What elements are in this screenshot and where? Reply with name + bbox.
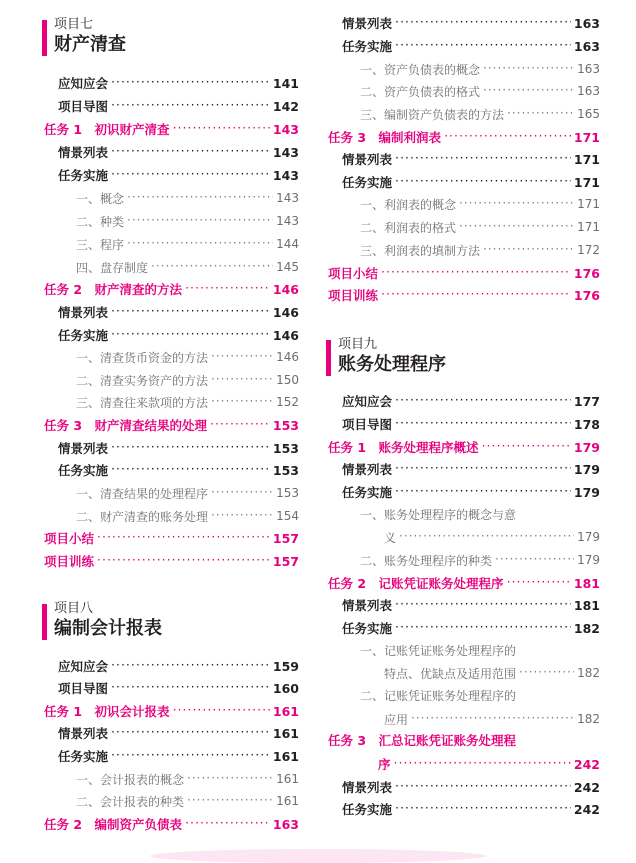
page-number: 242 — [573, 801, 600, 817]
page-number: 143 — [272, 144, 299, 160]
page-number: 153 — [272, 440, 299, 456]
project-number: 项目八 — [54, 601, 94, 616]
page-number: 242 — [573, 779, 600, 795]
leader-dots — [381, 284, 571, 306]
toc-entry[interactable]: 任务实施 ····· 161 — [58, 745, 299, 767]
page-number: 146 — [272, 281, 299, 297]
toc-section-entry[interactable]: 二、资产负债表的格式 ····· 163 — [360, 80, 600, 102]
page-number: 171 — [573, 151, 600, 167]
toc-entry[interactable]: 情景列表 ····· 171 — [342, 148, 600, 170]
page-number: 145 — [276, 260, 299, 274]
toc-entry[interactable]: 情景列表 ····· 179 — [342, 458, 600, 480]
leader-dots — [111, 677, 270, 699]
toc-section-entry[interactable]: 二、种类 ····· 143 — [76, 210, 299, 232]
toc-section-entry-line2[interactable]: 特点、优缺点及适用范围 ····· 182 — [384, 662, 600, 684]
page-number: 161 — [276, 794, 299, 808]
leader-dots — [395, 776, 571, 798]
leader-dots — [185, 278, 270, 300]
heading-accent-bar — [326, 340, 331, 376]
leader-dots — [211, 369, 273, 391]
leader-dots — [483, 80, 574, 102]
leader-dots — [187, 790, 273, 812]
toc-entry[interactable]: 情景列表 ····· 161 — [58, 722, 299, 744]
page-number: 163 — [577, 62, 600, 76]
toc-entry[interactable]: 任务实施 ····· 146 — [58, 324, 299, 346]
toc-section-entry[interactable]: 三、程序 ····· 144 — [76, 233, 299, 255]
toc-entry[interactable]: 情景列表 ····· 181 — [342, 594, 600, 616]
leader-dots — [459, 216, 574, 238]
toc-entry[interactable]: 情景列表 ····· 146 — [58, 301, 299, 323]
toc-entry[interactable]: 应知应会 ····· 159 — [58, 655, 299, 677]
toc-entry[interactable]: 任务实施 ····· 153 — [58, 459, 299, 481]
leader-dots — [495, 549, 574, 571]
page-number: 171 — [577, 220, 600, 234]
toc-section-entry[interactable]: 一、概念 ····· 143 — [76, 187, 299, 209]
page-number: 161 — [272, 703, 299, 719]
toc-task-entry-line1[interactable]: 任务 3 汇总记账凭证账务处理程 — [328, 733, 517, 748]
page-number: 177 — [573, 393, 600, 409]
toc-section-entry[interactable]: 二、会计报表的种类 ····· 161 — [76, 790, 299, 812]
leader-dots — [395, 481, 571, 503]
page-number: 242 — [573, 756, 600, 772]
toc-entry[interactable]: 项目导图 ····· 142 — [58, 95, 299, 117]
leader-dots — [395, 148, 571, 170]
page-number: 182 — [573, 620, 600, 636]
page-number: 143 — [272, 167, 299, 183]
page-number: 153 — [272, 462, 299, 478]
leader-dots — [111, 459, 270, 481]
leader-dots — [97, 527, 270, 549]
toc-entry[interactable]: 项目导图 ····· 178 — [342, 413, 600, 435]
page-number: 182 — [577, 712, 600, 726]
page-number: 163 — [573, 15, 600, 31]
page-number: 182 — [577, 666, 600, 680]
leader-dots — [185, 813, 270, 835]
page-number: 181 — [573, 575, 600, 591]
toc-entry[interactable]: 应知应会 ····· 177 — [342, 390, 600, 412]
page-number: 157 — [272, 553, 299, 569]
toc-task-entry[interactable]: 任务 1 账务处理程序概述 ····· 179 — [328, 436, 600, 458]
toc-section-entry[interactable]: 三、编制资产负债表的方法 ····· 165 — [360, 103, 600, 125]
page-number: 179 — [577, 553, 600, 567]
heading-accent-bar — [42, 604, 47, 640]
toc-section-entry-line2[interactable]: 义 ····· 179 — [384, 526, 600, 548]
leader-dots — [127, 210, 273, 232]
page-number: 178 — [573, 416, 600, 432]
leader-dots — [111, 324, 270, 346]
page-number: 171 — [573, 129, 600, 145]
page-number: 179 — [573, 461, 600, 477]
leader-dots — [394, 753, 571, 775]
leader-dots — [395, 390, 571, 412]
heading-accent-bar — [42, 20, 47, 56]
toc-task-entry[interactable]: 任务 2 记账凭证账务处理程序 ····· 181 — [328, 572, 600, 594]
leader-dots — [444, 126, 571, 148]
toc-entry[interactable]: 项目导图 ····· 160 — [58, 677, 299, 699]
leader-dots — [111, 72, 270, 94]
toc-entry[interactable]: 任务实施 ····· 179 — [342, 481, 600, 503]
leader-dots — [395, 171, 571, 193]
leader-dots — [399, 526, 574, 548]
project-number: 项目九 — [338, 337, 378, 352]
page-number: 171 — [573, 174, 600, 190]
toc-entry[interactable]: 应知应会 ····· 141 — [58, 72, 299, 94]
toc-section-entry[interactable]: 一、会计报表的概念 ····· 161 — [76, 768, 299, 790]
toc-entry[interactable]: 情景列表 ····· 242 — [342, 776, 600, 798]
leader-dots — [173, 118, 270, 140]
leader-dots — [111, 722, 270, 744]
leader-dots — [210, 414, 270, 436]
leader-dots — [395, 594, 571, 616]
page-number: 160 — [272, 680, 299, 696]
toc-section-entry[interactable]: 三、利润表的填制方法 ····· 172 — [360, 239, 600, 261]
leader-dots — [411, 708, 574, 730]
leader-dots — [483, 239, 574, 261]
leader-dots — [395, 798, 571, 820]
toc-section-entry[interactable]: 一、利润表的概念 ····· 171 — [360, 193, 600, 215]
leader-dots — [395, 35, 571, 57]
page-number: 142 — [272, 98, 299, 114]
toc-task-entry[interactable]: 任务 3 财产清查结果的处理 ····· 153 — [44, 414, 299, 436]
leader-dots — [187, 768, 273, 790]
leader-dots — [127, 233, 273, 255]
page-number: 163 — [577, 84, 600, 98]
leader-dots — [151, 256, 273, 278]
toc-entry[interactable]: 任务实施 ····· 182 — [342, 617, 600, 639]
toc-entry[interactable]: 情景列表 ····· 163 — [342, 12, 600, 34]
toc-section-entry[interactable]: 二、清查实务资产的方法 ····· 150 — [76, 369, 299, 391]
page-number: 146 — [272, 304, 299, 320]
leader-dots — [395, 413, 571, 435]
leader-dots — [507, 103, 574, 125]
toc-section-entry-line2[interactable]: 应用 ····· 182 — [384, 708, 600, 730]
project-title: 财产清查 — [54, 34, 126, 55]
toc-entry[interactable]: 情景列表 ····· 143 — [58, 141, 299, 163]
page-number: 154 — [276, 509, 299, 523]
leader-dots — [111, 301, 270, 323]
leader-dots — [211, 505, 273, 527]
toc-summary-entry[interactable]: 项目小结 ····· 176 — [328, 262, 600, 284]
leader-dots — [111, 745, 270, 767]
page-number: 143 — [276, 191, 299, 205]
leader-dots — [395, 458, 571, 480]
page-number: 171 — [577, 197, 600, 211]
toc-section-entry[interactable]: 二、财产清查的账务处理 ····· 154 — [76, 505, 299, 527]
leader-dots — [173, 700, 270, 722]
page-number: 181 — [573, 597, 600, 613]
leader-dots — [111, 95, 270, 117]
decorative-swash — [150, 849, 486, 863]
toc-section-entry[interactable]: 三、清查往来款项的方法 ····· 152 — [76, 391, 299, 413]
toc-section-entry[interactable]: 四、盘存制度 ····· 145 — [76, 256, 299, 278]
page-number: 159 — [272, 658, 299, 674]
leader-dots — [111, 164, 270, 186]
leader-dots — [519, 662, 574, 684]
page-number: 163 — [272, 816, 299, 832]
toc-training-entry[interactable]: 项目训练 ····· 157 — [44, 550, 299, 572]
page-number: 153 — [272, 417, 299, 433]
page-number: 165 — [577, 107, 600, 121]
toc-section-entry[interactable]: 一、清查结果的处理程序 ····· 153 — [76, 482, 299, 504]
page-number: 146 — [272, 327, 299, 343]
leader-dots — [211, 346, 273, 368]
toc-task-entry[interactable]: 任务 2 编制资产负债表 ····· 163 — [44, 813, 299, 835]
leader-dots — [211, 482, 273, 504]
toc-task-entry[interactable]: 任务 2 财产清查的方法 ····· 146 — [44, 278, 299, 300]
page-number: 161 — [276, 772, 299, 786]
page-number: 161 — [272, 748, 299, 764]
page-number: 176 — [573, 287, 600, 303]
page-number: 143 — [276, 214, 299, 228]
page-number: 179 — [573, 439, 600, 455]
toc-summary-entry[interactable]: 项目小结 ····· 157 — [44, 527, 299, 549]
page-number: 161 — [272, 725, 299, 741]
page-number: 153 — [276, 486, 299, 500]
leader-dots — [507, 572, 571, 594]
toc-section-entry[interactable]: 二、利润表的格式 ····· 171 — [360, 216, 600, 238]
toc-entry[interactable]: 任务实施 ····· 171 — [342, 171, 600, 193]
leader-dots — [482, 436, 571, 458]
page-number: 146 — [276, 350, 299, 364]
toc-section-entry[interactable]: 一、资产负债表的概念 ····· 163 — [360, 58, 600, 80]
page-number: 163 — [573, 38, 600, 54]
toc-task-entry[interactable]: 任务 1 初识财产清查 ····· 143 — [44, 118, 299, 140]
page-number: 172 — [577, 243, 600, 257]
toc-entry[interactable]: 任务实施 ····· 242 — [342, 798, 600, 820]
toc-entry[interactable]: 任务实施 ····· 143 — [58, 164, 299, 186]
toc-entry[interactable]: 任务实施 ····· 163 — [342, 35, 600, 57]
toc-section-entry-line1[interactable]: 二、记账凭证账务处理程序的 — [360, 689, 517, 703]
page-number: 179 — [573, 484, 600, 500]
toc-section-entry-line1[interactable]: 一、账务处理程序的概念与意 — [360, 508, 517, 522]
leader-dots — [395, 12, 571, 34]
toc-task-entry[interactable]: 任务 3 编制利润表 ····· 171 — [328, 126, 600, 148]
page-number: 143 — [272, 121, 299, 137]
project-title: 编制会计报表 — [54, 618, 162, 639]
toc-task-entry-line2[interactable]: 序 ····· 242 — [378, 753, 600, 775]
toc-section-entry-line1[interactable]: 一、记账凭证账务处理程序的 — [360, 644, 517, 658]
project-number: 项目七 — [54, 17, 94, 32]
leader-dots — [127, 187, 273, 209]
leader-dots — [459, 193, 574, 215]
page-number: 157 — [272, 530, 299, 546]
leader-dots — [483, 58, 574, 80]
page-number: 150 — [276, 373, 299, 387]
toc-section-entry[interactable]: 二、账务处理程序的种类 ····· 179 — [360, 549, 600, 571]
leader-dots — [111, 437, 270, 459]
page-number: 144 — [276, 237, 299, 251]
leader-dots — [211, 391, 273, 413]
toc-task-entry[interactable]: 任务 1 初识会计报表 ····· 161 — [44, 700, 299, 722]
page-number: 176 — [573, 265, 600, 281]
leader-dots — [111, 141, 270, 163]
leader-dots — [97, 550, 270, 572]
toc-training-entry[interactable]: 项目训练 ····· 176 — [328, 284, 600, 306]
toc-entry[interactable]: 情景列表 ····· 153 — [58, 437, 299, 459]
leader-dots — [111, 655, 270, 677]
leader-dots — [395, 617, 571, 639]
leader-dots — [381, 262, 571, 284]
page-number: 141 — [272, 75, 299, 91]
project-title: 账务处理程序 — [338, 354, 446, 375]
page-number: 152 — [276, 395, 299, 409]
toc-section-entry[interactable]: 一、清查货币资金的方法 ····· 146 — [76, 346, 299, 368]
page-number: 179 — [577, 530, 600, 544]
